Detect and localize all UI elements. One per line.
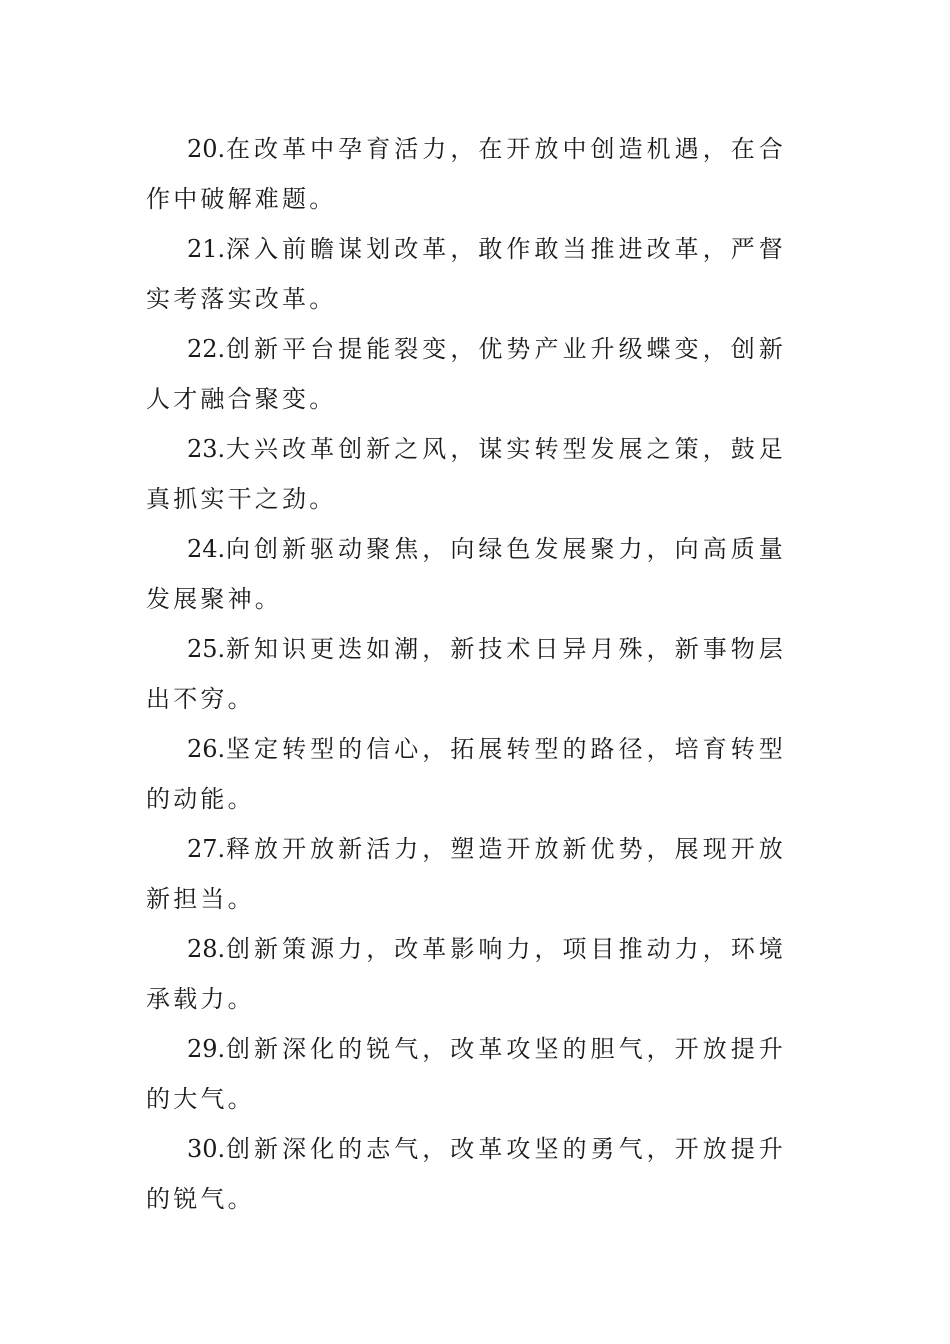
item-number: 28. [187, 935, 226, 963]
item-text: 深入前瞻谋划改革，敢作敢当推进改革，严督实考落实改革。 [146, 235, 786, 313]
list-item [146, 924, 786, 1024]
item-number: 27. [187, 835, 226, 863]
item-number: 29. [187, 1035, 226, 1063]
item-text: 新知识更迭如潮，新技术日异月殊，新事物层出不穷。 [146, 635, 786, 713]
item-text: 大兴改革创新之风，谋实转型发展之策，鼓足真抓实干之劲。 [146, 435, 786, 513]
list-item [146, 1124, 786, 1224]
list-item [146, 624, 786, 724]
item-text: 在改革中孕育活力，在开放中创造机遇，在合作中破解难题。 [146, 135, 786, 213]
list-item [146, 424, 786, 524]
item-text: 坚定转型的信心，拓展转型的路径，培育转型的动能。 [146, 735, 786, 813]
item-number: 24. [187, 535, 226, 563]
list-item [146, 1024, 786, 1124]
item-number: 22. [187, 335, 226, 363]
item-text: 创新策源力，改革影响力，项目推动力，环境承载力。 [146, 935, 786, 1013]
list-item [146, 224, 786, 324]
item-text: 创新深化的志气，改革攻坚的勇气，开放提升的锐气。 [146, 1135, 786, 1213]
item-number: 25. [187, 635, 226, 663]
list-item [146, 324, 786, 424]
item-number: 23. [187, 435, 226, 463]
item-text: 向创新驱动聚焦，向绿色发展聚力，向高质量发展聚神。 [146, 535, 786, 613]
list-item [146, 824, 786, 924]
item-text: 创新深化的锐气，改革攻坚的胆气，开放提升的大气。 [146, 1035, 786, 1113]
item-text: 创新平台提能裂变，优势产业升级蝶变，创新人才融合聚变。 [146, 335, 786, 413]
item-number: 20. [187, 135, 226, 163]
list-item [146, 124, 786, 224]
list-item [146, 524, 786, 624]
item-text: 释放开放新活力，塑造开放新优势，展现开放新担当。 [146, 835, 786, 913]
document-body [146, 124, 786, 1224]
item-number: 26. [187, 735, 226, 763]
list-item [146, 724, 786, 824]
item-number: 21. [187, 235, 226, 263]
item-number: 30. [187, 1135, 226, 1163]
